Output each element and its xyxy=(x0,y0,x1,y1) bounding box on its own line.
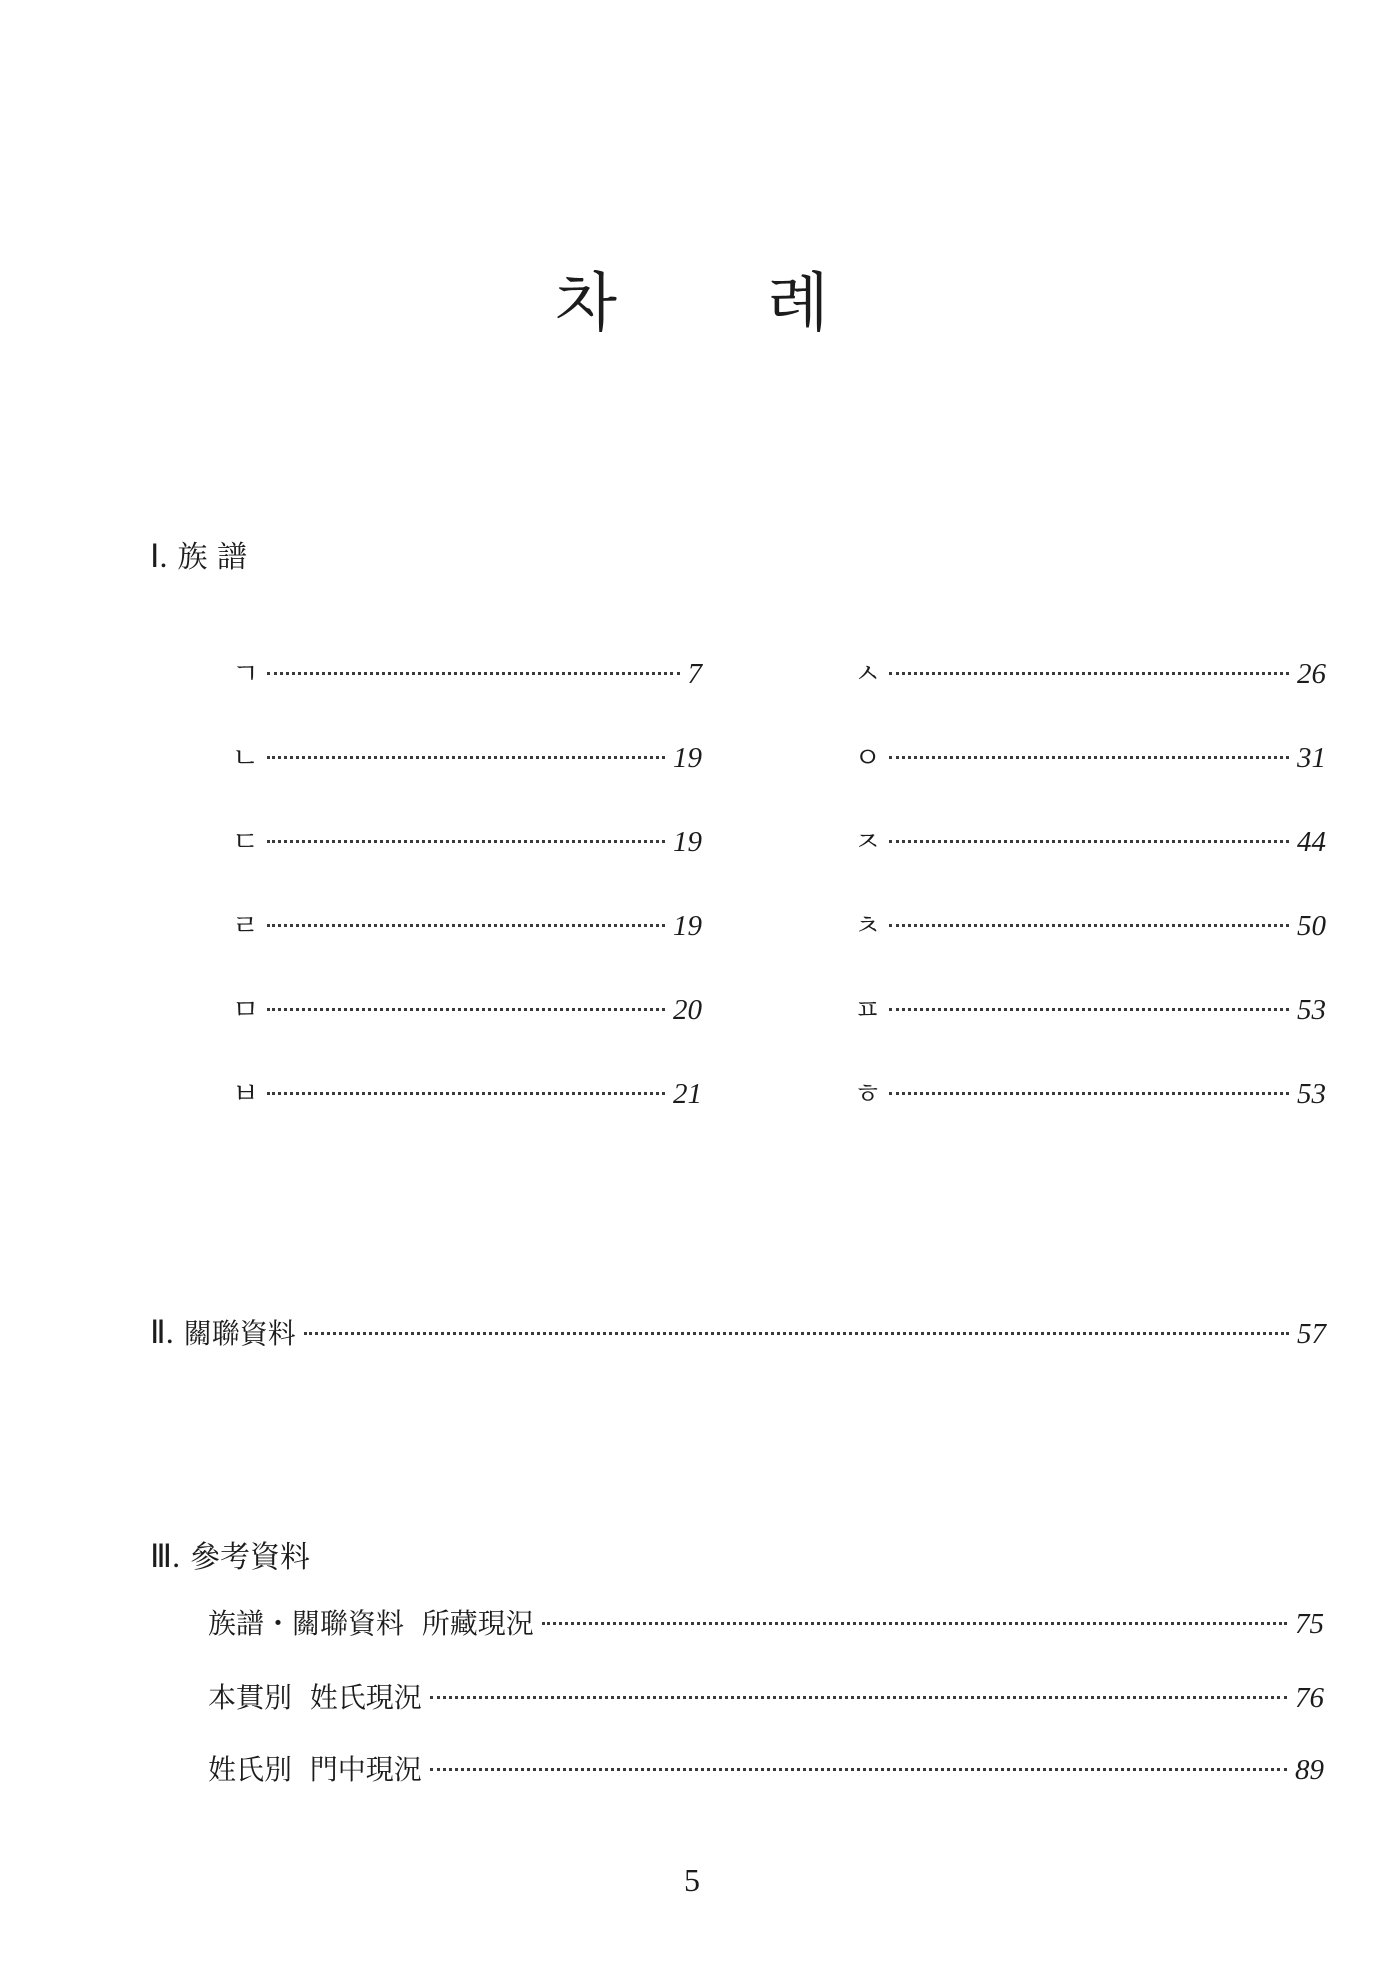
toc-entry-label: 本貫別 姓氏現況 xyxy=(208,1681,422,1714)
toc-entry-label: ㅁ xyxy=(232,993,260,1026)
dot-leader xyxy=(267,756,665,759)
toc-entry-page: 19 xyxy=(673,742,702,774)
dot-leader xyxy=(889,756,1289,759)
title-char-1: 차 xyxy=(555,267,617,341)
toc-entry[interactable] xyxy=(232,736,702,776)
section-2-heading xyxy=(150,1312,296,1352)
section-1-numeral: Ⅰ. xyxy=(150,538,168,574)
section-3-title: 參考資料 xyxy=(190,1540,311,1575)
title-char-2: 례 xyxy=(767,267,829,341)
dot-leader xyxy=(267,840,665,843)
toc-entry[interactable] xyxy=(854,736,1326,776)
toc-entry[interactable] xyxy=(232,652,702,692)
toc-entry-label: ㅅ xyxy=(854,657,882,690)
toc-entry-label: 姓氏別 門中現況 xyxy=(208,1753,422,1786)
toc-entry[interactable] xyxy=(854,652,1326,692)
toc-entry-label: ㅇ xyxy=(854,741,882,774)
dot-leader xyxy=(889,924,1289,927)
toc-entry-page: 76 xyxy=(1295,1682,1324,1714)
toc-entry-page: 89 xyxy=(1295,1754,1324,1786)
toc-entry[interactable] xyxy=(854,1072,1326,1112)
page-number: 5 xyxy=(684,1862,700,1898)
toc-entry-label: ㄷ xyxy=(232,825,260,858)
toc-entry[interactable] xyxy=(232,904,702,944)
toc-entry[interactable] xyxy=(232,1072,702,1112)
dot-leader xyxy=(889,1008,1289,1011)
dot-leader xyxy=(304,1332,1289,1335)
section-2-page: 57 xyxy=(1297,1318,1326,1350)
toc-entry[interactable] xyxy=(854,904,1326,944)
section-1-heading xyxy=(150,532,247,576)
toc-entry-label: ㄴ xyxy=(232,741,260,774)
toc-entry-page: 19 xyxy=(673,826,702,858)
dot-leader xyxy=(267,924,665,927)
toc-entry[interactable] xyxy=(208,1748,1324,1788)
toc-entry[interactable] xyxy=(854,988,1326,1028)
toc-entry-label: ㅍ xyxy=(854,993,882,1026)
toc-entry[interactable] xyxy=(854,820,1326,860)
toc-entry-page: 26 xyxy=(1297,658,1326,690)
toc-entry-page: 20 xyxy=(673,994,702,1026)
dot-leader xyxy=(430,1696,1287,1699)
section-2-title: 關聯資料 xyxy=(183,1317,296,1350)
section-3-numeral: Ⅲ. xyxy=(150,1538,181,1574)
toc-entry-label: ㅎ xyxy=(854,1077,882,1110)
section-3-heading xyxy=(150,1532,310,1576)
toc-entry-label: ㅂ xyxy=(232,1077,260,1110)
toc-entry-label: ㄹ xyxy=(232,909,260,942)
toc-entry-page: 21 xyxy=(673,1078,702,1110)
dot-leader xyxy=(267,1092,665,1095)
dot-leader xyxy=(542,1622,1287,1625)
toc-entry-label: 族譜・關聯資料 所藏現況 xyxy=(208,1607,534,1640)
toc-entry[interactable] xyxy=(208,1602,1324,1642)
section-2-entry[interactable] xyxy=(150,1312,1326,1352)
dot-leader xyxy=(889,1092,1289,1095)
toc-entry-page: 50 xyxy=(1297,910,1326,942)
dot-leader xyxy=(430,1768,1287,1771)
toc-entry-label: ㅈ xyxy=(854,825,882,858)
page-title xyxy=(0,252,1384,344)
toc-entry-page: 19 xyxy=(673,910,702,942)
section-1-title: 族 譜 xyxy=(177,540,247,575)
toc-entry-page: 75 xyxy=(1295,1608,1324,1640)
toc-entry[interactable] xyxy=(208,1676,1324,1716)
toc-entry-page: 53 xyxy=(1297,994,1326,1026)
toc-entry[interactable] xyxy=(232,988,702,1028)
toc-entry-page: 44 xyxy=(1297,826,1326,858)
dot-leader xyxy=(889,672,1289,675)
toc-entry-page: 31 xyxy=(1297,742,1326,774)
toc-entry-label: ㄱ xyxy=(232,657,260,690)
toc-entry[interactable] xyxy=(232,820,702,860)
section-2-numeral: Ⅱ. xyxy=(150,1314,174,1350)
dot-leader xyxy=(267,1008,665,1011)
toc-entry-label: ㅊ xyxy=(854,909,882,942)
toc-entry-page: 7 xyxy=(687,658,702,690)
toc-entry-page: 53 xyxy=(1297,1078,1326,1110)
dot-leader xyxy=(889,840,1289,843)
dot-leader xyxy=(267,672,679,675)
